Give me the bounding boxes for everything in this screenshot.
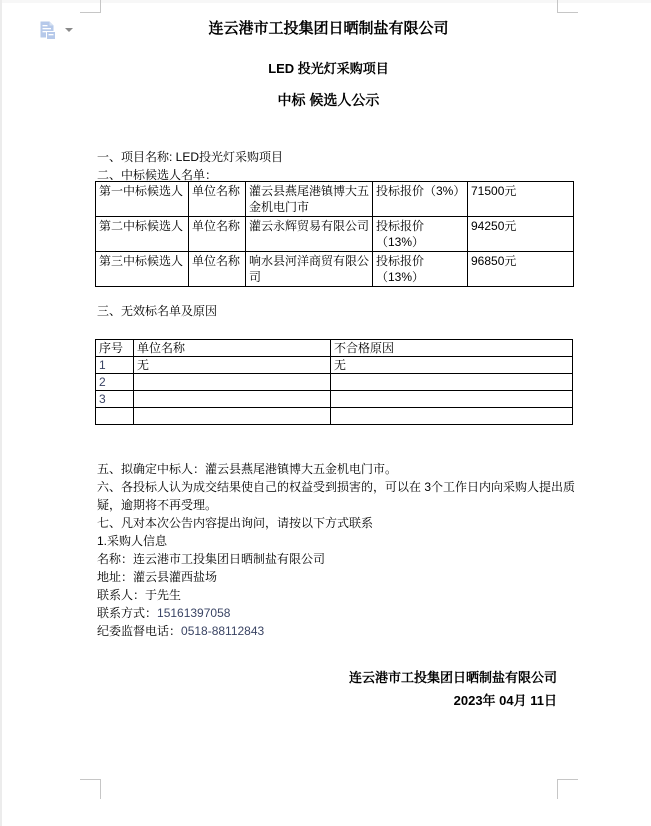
paste-options-icon bbox=[40, 21, 57, 40]
section-item-3: 三、无效标名单及原因 bbox=[97, 304, 218, 318]
unit-label-cell: 单位名称 bbox=[189, 217, 246, 252]
header-index: 序号 bbox=[96, 340, 134, 357]
reject-reason-cell bbox=[331, 374, 573, 391]
contact-name-line bbox=[97, 551, 325, 567]
unit-name-cell bbox=[134, 391, 331, 408]
candidate-row-3 bbox=[96, 252, 574, 287]
contact-address-label: 地址： bbox=[97, 570, 134, 584]
page-edge-left bbox=[0, 0, 2, 826]
margin-mark-top-right bbox=[557, 0, 578, 13]
index-cell: 3 bbox=[96, 391, 134, 408]
unit-name-cell bbox=[134, 374, 331, 391]
price-label-cell: 投标报价（3%） bbox=[373, 182, 468, 217]
supervision-phone-line bbox=[97, 623, 264, 639]
unit-name-cell bbox=[134, 408, 331, 425]
invalid-row-3 bbox=[96, 391, 573, 408]
contact-phone-label: 联系方式： bbox=[97, 606, 158, 620]
header-unit-name: 单位名称 bbox=[134, 340, 331, 357]
section-item-2: 二、中标候选人名单： bbox=[97, 168, 218, 182]
contact-name-value: 连云港市工投集团日晒制盐有限公司 bbox=[133, 552, 326, 566]
contact-name-label: 名称： bbox=[97, 552, 134, 566]
invalid-row-2 bbox=[96, 374, 573, 391]
unit-label-cell: 单位名称 bbox=[189, 182, 246, 217]
margin-mark-bottom-left bbox=[80, 779, 101, 799]
candidate-rank-cell: 第二中标候选人 bbox=[96, 217, 189, 252]
section-item-1: 一、项目名称: LED投光灯采购项目 bbox=[97, 150, 284, 164]
signature-date: 2023年 04月 11日 bbox=[453, 693, 557, 708]
section-item-7: 七、凡对本次公告内容提出询问，请按以下方式联系 bbox=[97, 516, 374, 530]
invalid-bids-table bbox=[95, 339, 573, 425]
invalid-row-1 bbox=[96, 357, 573, 374]
index-cell bbox=[96, 408, 134, 425]
candidate-row-2 bbox=[96, 217, 574, 252]
contact-person-label: 联系人： bbox=[97, 588, 146, 602]
reject-reason-cell bbox=[331, 408, 573, 425]
company-name-cell: 灌云永辉贸易有限公司 bbox=[246, 217, 373, 252]
supervision-phone-value: 0518-88112843 bbox=[181, 624, 265, 638]
contact-person-line bbox=[97, 587, 181, 603]
candidate-rank-cell: 第一中标候选人 bbox=[96, 182, 189, 217]
reject-reason-cell bbox=[331, 391, 573, 408]
signature-company: 连云港市工投集团日晒制盐有限公司 bbox=[348, 670, 557, 685]
price-value-cell: 96850元 bbox=[468, 252, 574, 287]
index-cell: 1 bbox=[96, 357, 134, 374]
candidate-row-1 bbox=[96, 182, 574, 217]
company-name-cell: 响水县河洋商贸有限公司 bbox=[246, 252, 373, 287]
title-company: 连云港市工投集团日晒制盐有限公司 bbox=[208, 20, 449, 37]
margin-mark-bottom-right bbox=[557, 779, 578, 799]
contact-address-value: 灌云县灌西盐场 bbox=[133, 570, 218, 584]
section-item-5: 五、拟确定中标人：灌云县燕尾港镇博大五金机电门市。 bbox=[97, 462, 398, 476]
company-name-cell: 灌云县燕尾港镇博大五金机电门市 bbox=[246, 182, 373, 217]
title-announcement: 中标 候选人公示 bbox=[277, 92, 380, 108]
reject-reason-cell: 无 bbox=[331, 357, 573, 374]
header-reject-reason: 不合格原因 bbox=[331, 340, 573, 357]
contact-person-value: 于先生 bbox=[145, 588, 182, 602]
price-label-cell: 投标报价（13%） bbox=[373, 252, 468, 287]
contact-address-line bbox=[97, 569, 217, 585]
price-label-cell: 投标报价（13%） bbox=[373, 217, 468, 252]
margin-mark-top-left bbox=[80, 0, 101, 13]
candidates-table bbox=[95, 181, 574, 287]
invalid-row-4 bbox=[96, 408, 573, 425]
paste-options-button[interactable] bbox=[38, 20, 80, 44]
dropdown-arrow-icon bbox=[65, 28, 73, 32]
invalid-table-header-row bbox=[96, 340, 573, 357]
index-cell: 2 bbox=[96, 374, 134, 391]
price-value-cell: 71500元 bbox=[468, 182, 574, 217]
supervision-phone-label: 纪委监督电话： bbox=[97, 624, 182, 638]
section-item-6: 六、各投标人认为成交结果使自己的权益受到损害的，可以在 3个工作日内向采购人提出质疑，逾期将不再受理。 bbox=[97, 480, 576, 512]
price-value-cell: 94250元 bbox=[468, 217, 574, 252]
contact-phone-line bbox=[97, 605, 230, 621]
title-project: LED 投光灯采购项目 bbox=[268, 61, 389, 76]
candidate-rank-cell: 第三中标候选人 bbox=[96, 252, 189, 287]
contact-phone-value: 15161397058 bbox=[157, 606, 231, 620]
unit-label-cell: 单位名称 bbox=[189, 252, 246, 287]
unit-name-cell: 无 bbox=[134, 357, 331, 374]
buyer-info-heading: 1.采购人信息 bbox=[97, 534, 168, 548]
